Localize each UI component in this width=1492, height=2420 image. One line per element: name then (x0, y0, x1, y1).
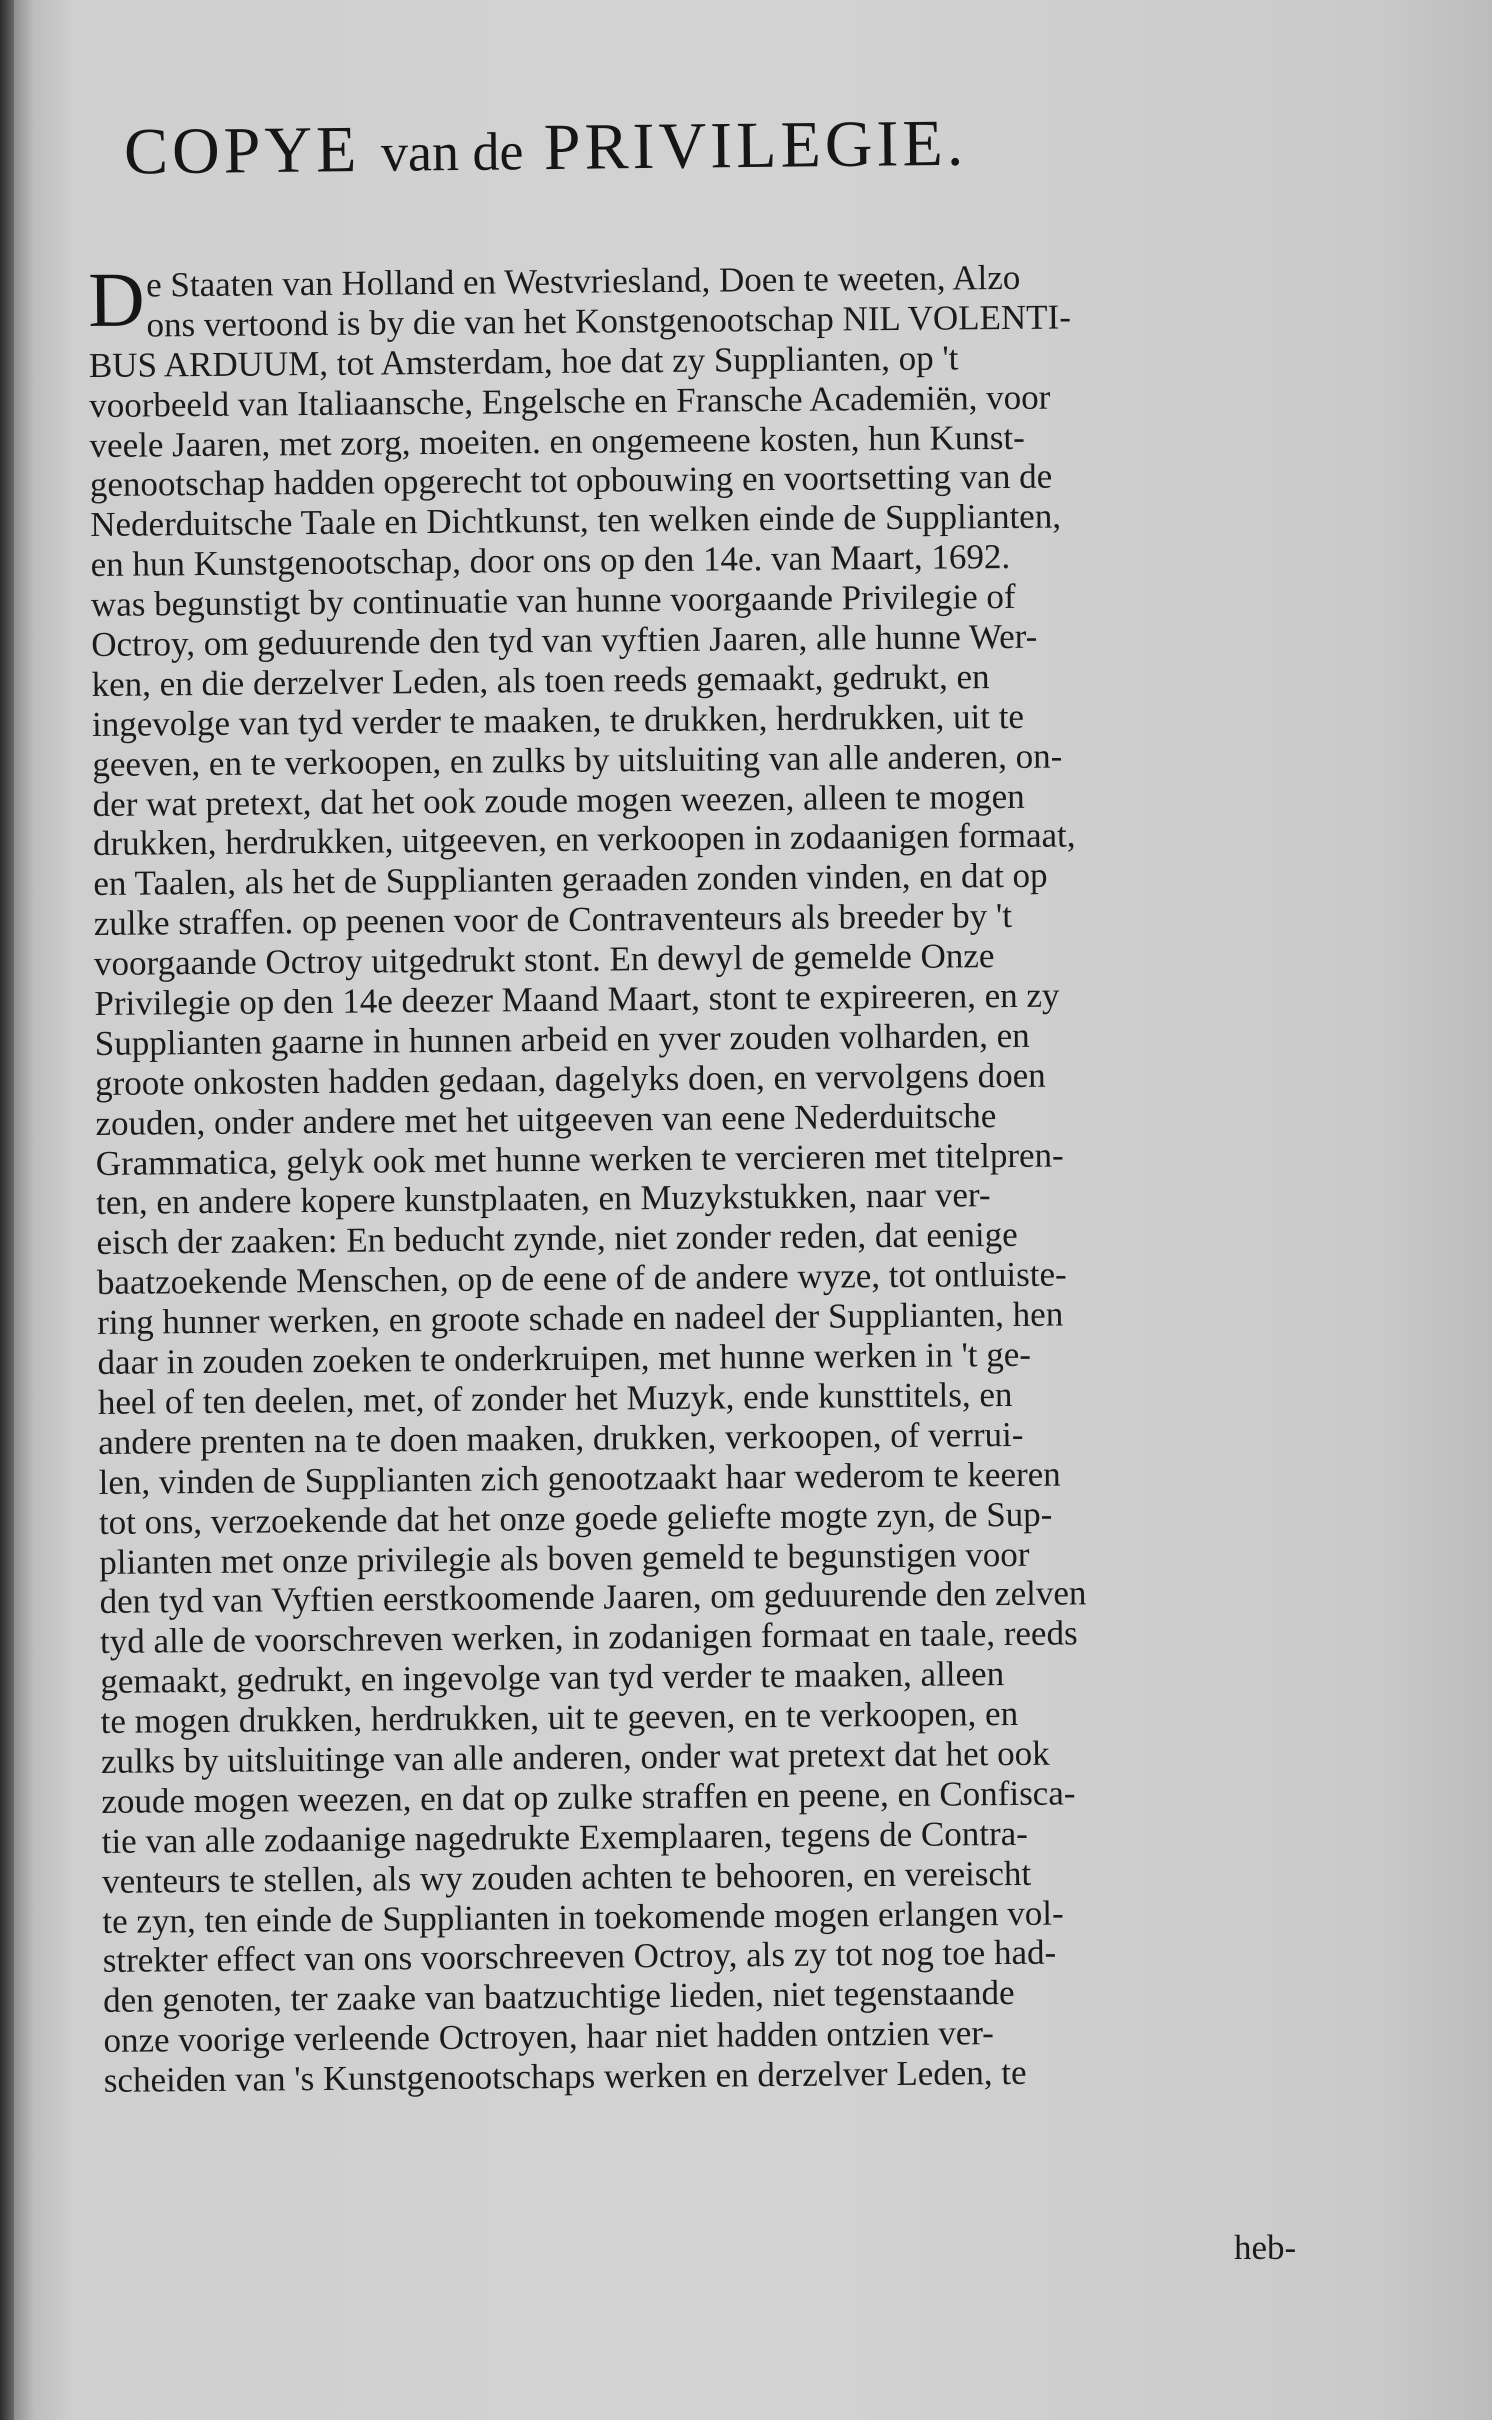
line-text: e Staaten van Holland en Westvriesland, Doen te weeten, Alzo (145, 257, 1021, 305)
text-line: Octroy, om geduurende den tyd van vyftien Jaaren, alle hunne Wer- (91, 616, 1038, 665)
text-line: groote onkosten hadden gedaan, dagelyks doen, en vervolgens doen (94, 1055, 1046, 1103)
text-line: was begunstigt by continuatie van hunne voorgaande Privilegie of (90, 577, 1016, 625)
text-line: Nederduitsche Taale en Dichtkunst, ten welken einde de Supplianten, (90, 496, 1062, 545)
text-line: der wat pretext, dat het ook zoude mogen weezen, alleen te mogen (92, 776, 1025, 824)
text-line: drukken, herdrukken, uitgeeven, en verkoopen in zodaanigen formaat, (92, 815, 1076, 864)
text-line: zulke straffen. op peenen voor de Contraventeurs als breeder by 't (93, 896, 1013, 944)
title-van-de: van de (380, 121, 524, 183)
text-line: te zyn, ten einde de Supplianten in toekomende mogen erlangen vol- (102, 1893, 1064, 1941)
text-line: daar in zouden zoeken te onderkruipen, met hunne werken in 't ge- (97, 1334, 1032, 1383)
text-line: zouden, onder andere met het uitgeeven van eene Nederduitsche (95, 1095, 997, 1143)
text-line: genootschap hadden opgerecht tot opbouwing en voortsetting van de (89, 457, 1053, 505)
text-line: zulks by uitsluitinge van alle anderen, onder wat pretext dat het ook (100, 1733, 1050, 1781)
text-line: plianten met onze privilegie als boven gemeld te begunstigen voor (99, 1534, 1030, 1582)
text-line-2: ons vertoond is by die van het Konstgenootschap NIL VOLENTI- (146, 297, 1072, 345)
text-line: en hun Kunstgenootschap, door ons op den 14e. van Maart, 1692. (90, 537, 1011, 585)
text-line: geeven, en te verkoopen, en zulks by uitsluiting van alle anderen, on- (92, 736, 1063, 784)
text-line: zoude mogen weezen, en dat op zulke straffen en peene, en Confisca- (101, 1773, 1076, 1821)
text-line: Grammatica, gelyk ook met hunne werken te vercieren met titelpren- (95, 1135, 1064, 1183)
text-line: veele Jaaren, met zorg, moeiten. en ongemeene kosten, hun Kunst- (89, 417, 1025, 465)
text-line: Supplianten gaarne in hunnen arbeid en yver zouden volharden, en (94, 1015, 1030, 1063)
book-page (14, 0, 1492, 2420)
title-copye: COPYE (123, 113, 361, 189)
text-line: strekter effect van ons voorschreeven Octroy, als zy tot nog toe had- (102, 1933, 1057, 1981)
text-line: den genoten, ter zaake van baatzuchtige lieden, niet tegenstaande (102, 1973, 1015, 2021)
text-line: baatzoekende Menschen, op de eene of de andere wyze, tot ontluiste- (96, 1254, 1067, 1303)
text-line: venteurs te stellen, als wy zouden achten te behooren, en vereischt (101, 1853, 1032, 1901)
text-line: ken, en die derzelver Leden, als toen reeds gemaakt, gedrukt, en (91, 657, 990, 704)
text-line: den tyd van Vyftien eerstkoomende Jaaren, om geduurende den zelven (99, 1573, 1087, 1622)
text-line: tyd alle de voorschreven werken, in zodanigen formaat en taale, reeds (99, 1613, 1078, 1662)
text-line: ingevolge van tyd verder te maaken, te drukken, herdrukken, uit te (91, 696, 1025, 744)
text-line: ring hunner werken, en groote schade en nadeel der Supplianten, hen (97, 1294, 1064, 1343)
text-line: BUS ARDUUM, tot Amsterdam, hoe dat zy Supplianten, op 't (88, 338, 959, 385)
text-line: heel of ten deelen, met, of zonder het Muzyk, ende kunsttitels, en (97, 1374, 1013, 1422)
drop-cap: D (87, 255, 146, 343)
text-line: tot ons, verzoekende dat het onze goede geliefte mogte zyn, de Sup- (98, 1494, 1053, 1542)
text-line: gemaakt, gedrukt, en ingevolge van tyd verder te maaken, alleen (100, 1654, 1005, 1702)
catchword: heb- (1234, 2228, 1297, 2267)
title-privilegie: PRIVILEGIE. (543, 106, 968, 185)
text-line: ten, en andere kopere kunstplaaten, en Muzykstukken, naar ver- (96, 1175, 991, 1223)
page-title (124, 102, 1365, 191)
text-line: voorgaande Octroy uitgedrukt stont. En dewyl de gemelde Onze (93, 936, 995, 984)
privilege-text (88, 255, 1354, 2101)
text-line: Privilegie op den 14e deezer Maand Maart, stont te expireeren, en zy (94, 975, 1060, 1024)
text-line: onze voorige verleende Octroyen, haar niet hadden ontzien ver- (103, 2013, 995, 2061)
text-line: en Taalen, als het de Supplianten geraaden zonden vinden, en dat op (93, 856, 1048, 904)
text-line: voorbeeld van Italiaansche, Engelsche en Fransche Academiën, voor (89, 377, 1051, 425)
text-line: len, vinden de Supplianten zich genootzaakt haar wederom te keeren (98, 1454, 1061, 1502)
book-spine-shadow (0, 0, 14, 2420)
text-line: scheiden van 's Kunstgenootschaps werken en derzelver Leden, te (103, 2052, 1027, 2101)
text-line: eisch der zaaken: En beducht zynde, niet zonder reden, dat eenige (96, 1215, 1018, 1263)
text-line: andere prenten na te doen maaken, drukken, verkoopen, of verrui- (98, 1414, 1024, 1462)
text-line: te mogen drukken, herdrukken, uit te geeven, en te verkoopen, en (100, 1694, 1019, 1742)
text-line: tie van alle zodaanige nagedrukte Exemplaaren, tegens de Contra- (101, 1813, 1029, 1861)
